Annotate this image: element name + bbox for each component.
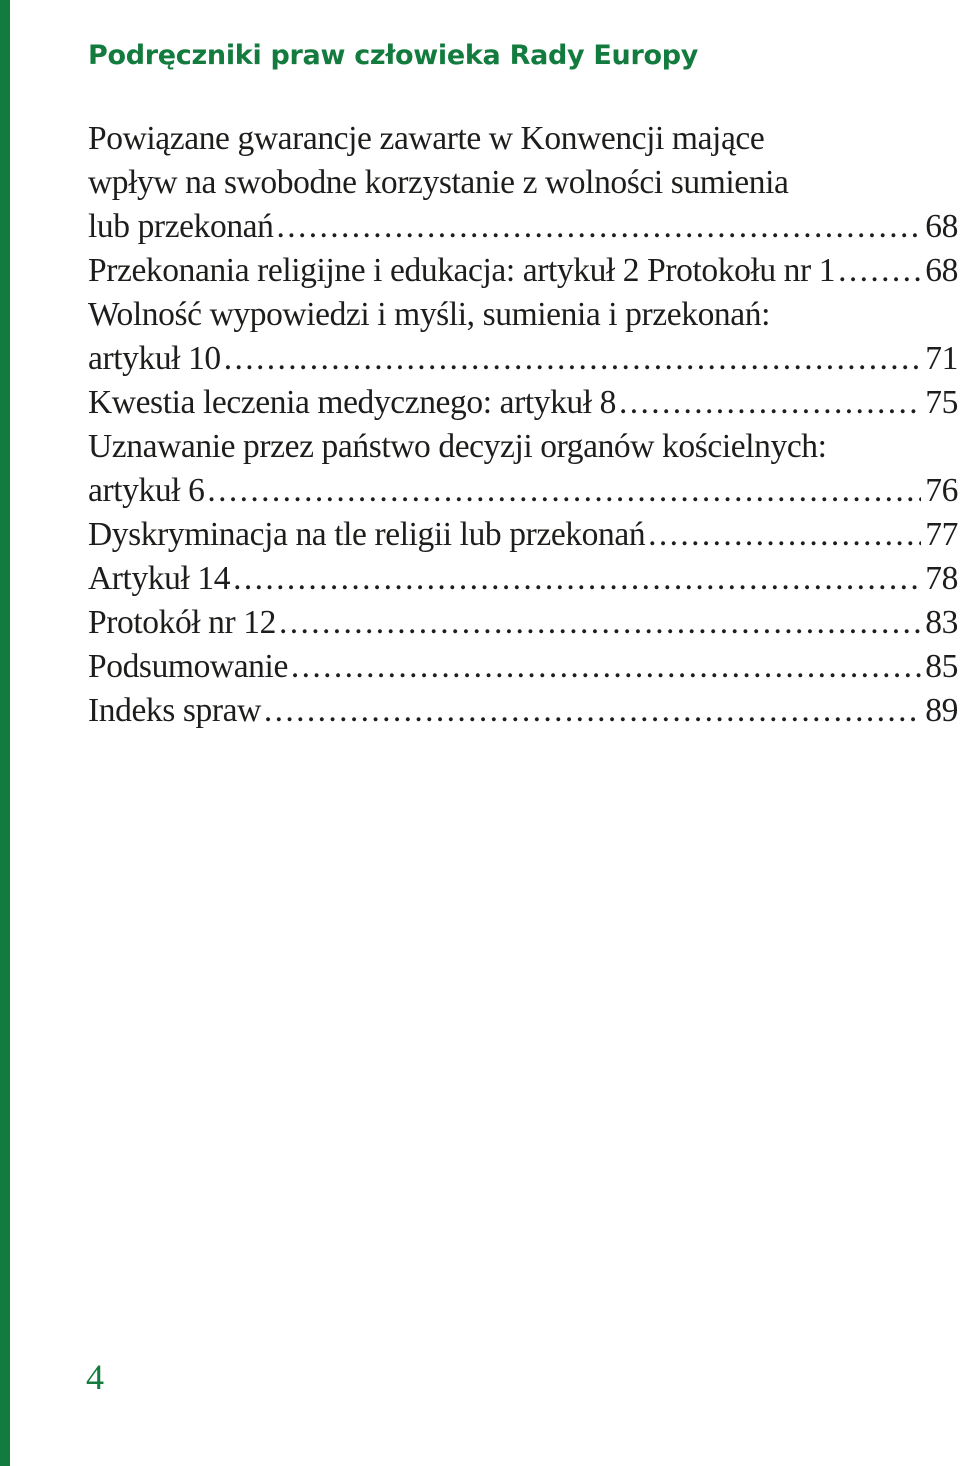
table-of-contents [88, 117, 958, 733]
toc-entry-title: Kwestia leczenia medycznego: artykuł 8 [88, 384, 617, 421]
toc-entry-title: artykuł 6 [88, 472, 205, 509]
toc-entry[interactable] [88, 425, 958, 513]
toc-page-number: 76 [925, 472, 958, 509]
running-header: Podręczniki praw człowieka Rady Europy [88, 40, 699, 71]
toc-entry-title: Artykuł 14 [88, 560, 231, 597]
toc-entry-title: Dyskryminacja na tle religii lub przekonań [88, 516, 646, 553]
toc-page-number: 71 [925, 340, 958, 377]
toc-entry[interactable] [88, 117, 958, 249]
toc-entry[interactable] [88, 381, 958, 425]
toc-page-number: 77 [925, 516, 958, 553]
dot-leader [261, 689, 921, 733]
dot-leader [274, 205, 922, 249]
toc-entry-title: Przekonania religijne i edukacja: artykuł 2 Protokołu nr 1 [88, 252, 836, 289]
toc-page-number: 89 [925, 692, 958, 729]
toc-entry-title: artykuł 10 [88, 340, 221, 377]
toc-entry-line: Powiązane gwarancje zawarte w Konwencji mające [88, 120, 765, 157]
toc-page-number: 75 [925, 384, 958, 421]
toc-entry-line: Uznawanie przez państwo decyzji organów kościelnych: [88, 428, 827, 465]
dot-leader [835, 249, 921, 293]
dot-leader [645, 513, 921, 557]
toc-entry[interactable] [88, 293, 958, 381]
toc-page-number: 78 [925, 560, 958, 597]
toc-page-number: 85 [925, 648, 958, 685]
toc-page-number: 68 [925, 208, 958, 245]
toc-entry-line: wpływ na swobodne korzystanie z wolności sumienia [88, 164, 789, 201]
toc-entry-title: lub przekonań [88, 208, 274, 245]
toc-page-number: 68 [925, 252, 958, 289]
dot-leader [288, 645, 921, 689]
dot-leader [616, 381, 921, 425]
page-number: 4 [86, 1357, 104, 1397]
toc-entry[interactable] [88, 645, 958, 689]
toc-entry-title: Protokół nr 12 [88, 604, 276, 641]
toc-entry[interactable] [88, 689, 958, 733]
toc-entry[interactable] [88, 557, 958, 601]
toc-entry-title: Podsumowanie [88, 648, 288, 685]
toc-entry[interactable] [88, 513, 958, 557]
dot-leader [221, 337, 922, 381]
toc-entry[interactable] [88, 249, 958, 293]
toc-entry-line: Wolność wypowiedzi i myśli, sumienia i przekonań: [88, 296, 771, 333]
toc-entry-title: Indeks spraw [88, 692, 261, 729]
dot-leader [230, 557, 921, 601]
dot-leader [276, 601, 921, 645]
green-side-bar [0, 0, 10, 1466]
dot-leader [204, 469, 921, 513]
toc-page-number: 83 [925, 604, 958, 641]
toc-entry[interactable] [88, 601, 958, 645]
